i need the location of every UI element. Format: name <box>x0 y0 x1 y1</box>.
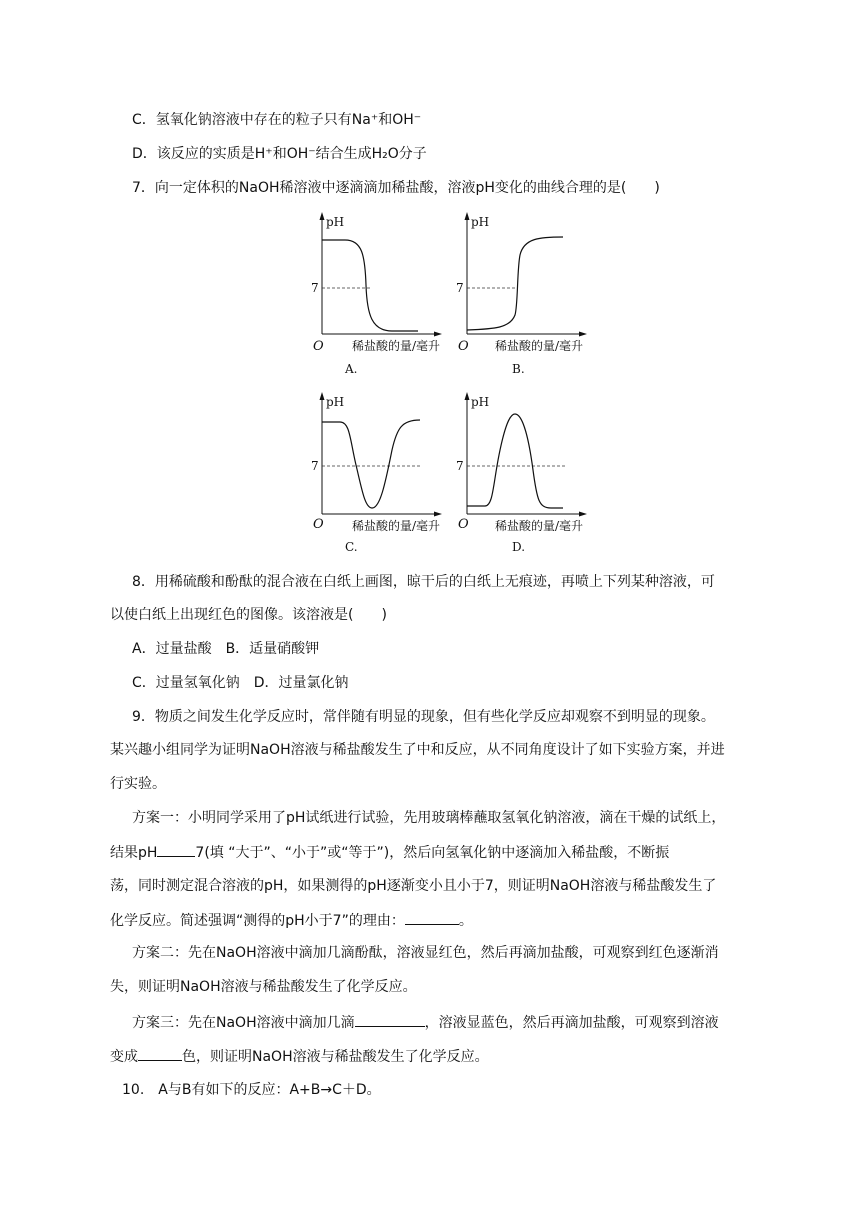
graph-b-ylabel: pH <box>471 215 490 229</box>
q9-intro-line2: 某兴趣小组同学为证明NaOH溶液与稀盐酸发生了中和反应，从不同角度设计了如下实验方案，并进 <box>110 742 725 758</box>
q8-stem-line1: 8．用稀硫酸和酚酞的混合液在白纸上画图，晾干后的白纸上无痕迹，再喷上下列某种溶液，可 <box>132 574 715 590</box>
q9-plan3-line2-end: 色，则证明NaOH溶液与稀盐酸发生了化学反应。 <box>182 1049 489 1065</box>
q8-options-cd: C．过量氢氧化钠 D．过量氯化钠 <box>132 675 349 691</box>
graph-c-ylabel: pH <box>326 395 345 409</box>
graph-d-ytick: 7 <box>456 459 464 473</box>
graph-d-origin: O <box>458 517 469 532</box>
q6-option-d: D．该反应的实质是H⁺和OH⁻结合生成H₂O分子 <box>132 146 427 162</box>
graph-c <box>310 390 450 540</box>
q9-plan1-line3: 荡，同时测定混合溶液的pH，如果测得的pH逐渐变小且小于7，则证明NaOH溶液与稀盐酸发生了 <box>110 878 717 894</box>
graph-a-ytick: 7 <box>311 281 319 295</box>
q9-plan3-line1-end: ，溶液显蓝色，然后再滴加盐酸，可观察到溶液 <box>424 1015 719 1031</box>
graph-b-ytick: 7 <box>456 281 464 295</box>
q9-intro-line3: 行实验。 <box>110 776 166 792</box>
graph-d <box>455 390 595 540</box>
graph-a-origin: O <box>313 339 324 354</box>
graph-c-xlabel: 稀盐酸的量/毫升 <box>352 519 441 533</box>
blank-reason[interactable] <box>405 910 459 925</box>
q6-option-c: C．氢氧化钠溶液中存在的粒子只有Na⁺和OH⁻ <box>132 112 422 128</box>
q9-plan2-line1: 方案二：先在NaOH溶液中滴加几滴酚酞，溶液显红色，然后再滴加盐酸，可观察到红色逐渐消 <box>132 945 719 961</box>
graph-c-origin: O <box>313 517 324 532</box>
graph-b-xlabel: 稀盐酸的量/毫升 <box>495 339 584 353</box>
q8-options-ab: A．过量盐酸 B．适量硝酸钾 <box>132 641 320 657</box>
graph-a <box>310 210 450 360</box>
graph-d-caption: D. <box>512 540 526 554</box>
q7-stem: 7．向一定体积的NaOH稀溶液中逐滴滴加稀盐酸，溶液pH变化的曲线合理的是( ) <box>132 180 660 196</box>
graph-b <box>455 210 595 360</box>
graph-b-origin: O <box>458 339 469 354</box>
q10-stem: 10. A与B有如下的反应：A+B→C＋D。 <box>122 1082 381 1098</box>
q9-plan3-line1-start: 方案三：先在NaOH溶液中滴加几滴 <box>132 1015 355 1031</box>
graph-b-caption: B. <box>512 362 525 376</box>
q9-intro-line1: 9．物质之间发生化学反应时，常伴随有明显的现象，但有些化学反应却观察不到明显的现象。 <box>132 709 715 725</box>
q9-plan3-line2-start: 变成 <box>110 1049 138 1065</box>
graph-c-caption: C. <box>345 540 358 554</box>
q8-stem-line2: 以使白纸上出现红色的图像。该溶液是( ) <box>110 607 387 623</box>
q9-plan1-line2-start: 结果pH <box>110 845 158 861</box>
graph-c-ytick: 7 <box>311 459 319 473</box>
graph-d-xlabel: 稀盐酸的量/毫升 <box>495 519 584 533</box>
graph-d-ylabel: pH <box>471 395 490 409</box>
blank-color[interactable] <box>138 1046 182 1061</box>
blank-indicator[interactable] <box>355 1012 425 1027</box>
q9-plan1-line4-start: 化学反应。简述强调“测得的pH小于7”的理由： <box>110 913 405 929</box>
q9-plan1-line1: 方案一：小明同学采用了pH试纸进行试验，先用玻璃棒蘸取氢氧化钠溶液，滴在干燥的试纸上， <box>132 810 726 826</box>
q9-plan3-line2 <box>110 1046 489 1067</box>
q9-plan2-line2: 失，则证明NaOH溶液与稀盐酸发生了化学反应。 <box>110 979 417 995</box>
graph-a-xlabel: 稀盐酸的量/毫升 <box>352 339 441 353</box>
q9-plan1-line4 <box>110 910 473 931</box>
q9-plan3-line1 <box>132 1012 719 1033</box>
q9-plan1-line4-end: 。 <box>458 913 473 929</box>
graph-a-caption: A. <box>345 362 358 376</box>
q9-plan1-line2-end: 7(填 “大于”、“小于”或“等于”)，然后向氢氧化钠中逐滴加入稀盐酸，不断振 <box>195 845 670 861</box>
blank-ph-comparison[interactable] <box>157 842 195 857</box>
q9-plan1-line2 <box>110 842 669 863</box>
graph-a-ylabel: pH <box>326 215 345 229</box>
